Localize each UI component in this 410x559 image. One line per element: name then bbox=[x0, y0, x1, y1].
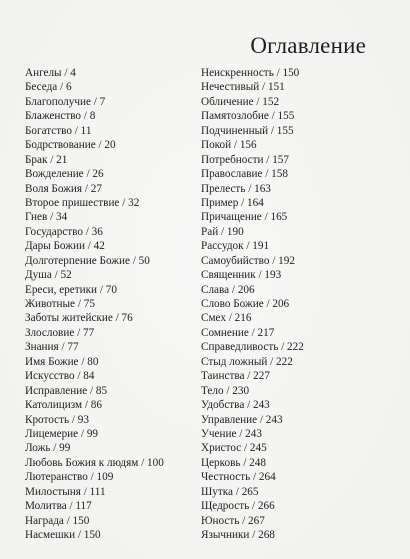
toc-entry: Стыд ложный / 222 bbox=[201, 355, 293, 368]
toc-entry: Животные / 75 bbox=[25, 298, 95, 310]
toc-entry: Нечестивый / 151 bbox=[201, 81, 285, 94]
toc-entry: Сомнение / 217 bbox=[201, 326, 275, 339]
toc-entry: Христос / 245 bbox=[201, 442, 267, 455]
toc-entry: Второе пришествие / 32 bbox=[25, 196, 140, 209]
toc-entry: Щедрость / 266 bbox=[201, 500, 275, 513]
toc-entry: Справедливость / 222 bbox=[201, 341, 304, 354]
toc-entry: Заботы житейские / 76 bbox=[25, 312, 133, 325]
toc-entry: Благополучие / 7 bbox=[25, 95, 106, 108]
toc-entry: Управление / 243 bbox=[201, 413, 283, 426]
toc-entry: Православие / 158 bbox=[201, 168, 288, 181]
toc-entry: Блаженство / 8 bbox=[25, 110, 96, 123]
toc-entry: Беседа / 6 bbox=[25, 81, 72, 94]
toc-entry: Кротость / 93 bbox=[25, 413, 89, 426]
page-title: Оглавление bbox=[250, 33, 366, 58]
toc-entry: Молитва / 117 bbox=[25, 500, 92, 513]
toc-entry: Злословие / 77 bbox=[25, 326, 95, 339]
toc-entry: Милостыня / 111 bbox=[25, 485, 106, 498]
toc-entry: Награда / 150 bbox=[25, 514, 90, 527]
toc-entry: Лицемерие / 99 bbox=[25, 427, 99, 440]
toc-entry: Обличение / 152 bbox=[201, 95, 280, 108]
toc-entry: Душа / 52 bbox=[25, 269, 72, 282]
toc-entry: Самоубийство / 192 bbox=[201, 254, 295, 267]
toc-entry: Насмешки / 150 bbox=[25, 529, 101, 541]
toc-entry: Имя Божие / 80 bbox=[25, 355, 99, 368]
toc-entry: Богатство / 11 bbox=[25, 124, 92, 137]
toc-entry: Учение / 243 bbox=[201, 427, 262, 440]
toc-entry: Шутка / 265 bbox=[201, 485, 259, 498]
toc-entry: Тело / 230 bbox=[201, 384, 250, 397]
toc-entry: Любовь Божия к людям / 100 bbox=[25, 456, 164, 469]
toc-entry: Лютеранство / 109 bbox=[25, 471, 114, 484]
toc-entry: Честность / 264 bbox=[201, 471, 276, 484]
toc-entry: Воля Божия / 27 bbox=[25, 182, 102, 195]
toc-entry: Таинства / 227 bbox=[201, 370, 270, 383]
toc-entry: Язычники / 268 bbox=[201, 529, 275, 541]
toc-entry: Потребности / 157 bbox=[201, 153, 289, 166]
toc-entry: Прелесть / 163 bbox=[201, 182, 271, 195]
toc-entry: Искусство / 84 bbox=[25, 370, 95, 383]
toc-entry: Долготерпение Божие / 50 bbox=[25, 254, 150, 267]
toc-entry: Католицизм / 86 bbox=[25, 399, 102, 412]
toc-entry: Смех / 216 bbox=[201, 312, 252, 325]
toc-entry: Знания / 77 bbox=[25, 341, 79, 354]
toc-entry: Рассудок / 191 bbox=[201, 240, 270, 253]
toc-entry: Ереси, еретики / 70 bbox=[25, 283, 117, 296]
toc-entry: Причащение / 165 bbox=[201, 211, 288, 224]
toc-entry: Гнев / 34 bbox=[25, 211, 68, 224]
toc-entry: Покой / 156 bbox=[201, 139, 257, 152]
toc-entry: Церковь / 248 bbox=[201, 456, 266, 469]
toc-entry: Рай / 190 bbox=[201, 225, 244, 238]
toc-entry: Исправление / 85 bbox=[25, 384, 108, 397]
toc-entry: Подчиненный / 155 bbox=[201, 124, 294, 137]
toc-entry: Слово Божие / 206 bbox=[201, 298, 290, 310]
toc-entry: Бодрствование / 20 bbox=[25, 139, 116, 152]
toc-entry: Государство / 36 bbox=[25, 225, 103, 238]
toc-entry: Неискренность / 150 bbox=[201, 67, 300, 79]
toc-entry: Ангелы / 4 bbox=[25, 67, 76, 79]
toc-entry: Вожделение / 26 bbox=[25, 168, 104, 181]
toc-entry: Священник / 193 bbox=[201, 269, 282, 282]
toc-entry: Пример / 164 bbox=[201, 196, 264, 209]
toc-entry: Слава / 206 bbox=[201, 283, 255, 296]
toc-column-left bbox=[25, 66, 164, 542]
toc-entry: Брак / 21 bbox=[25, 153, 68, 166]
toc-entry: Памятозлобие / 155 bbox=[201, 110, 295, 123]
toc-entry: Удобства / 243 bbox=[201, 399, 270, 412]
toc-entry: Ложь / 99 bbox=[25, 442, 71, 455]
toc-entry: Дары Божии / 42 bbox=[25, 240, 105, 253]
toc-column-right bbox=[201, 66, 304, 542]
toc-entry: Юность / 267 bbox=[201, 514, 265, 527]
